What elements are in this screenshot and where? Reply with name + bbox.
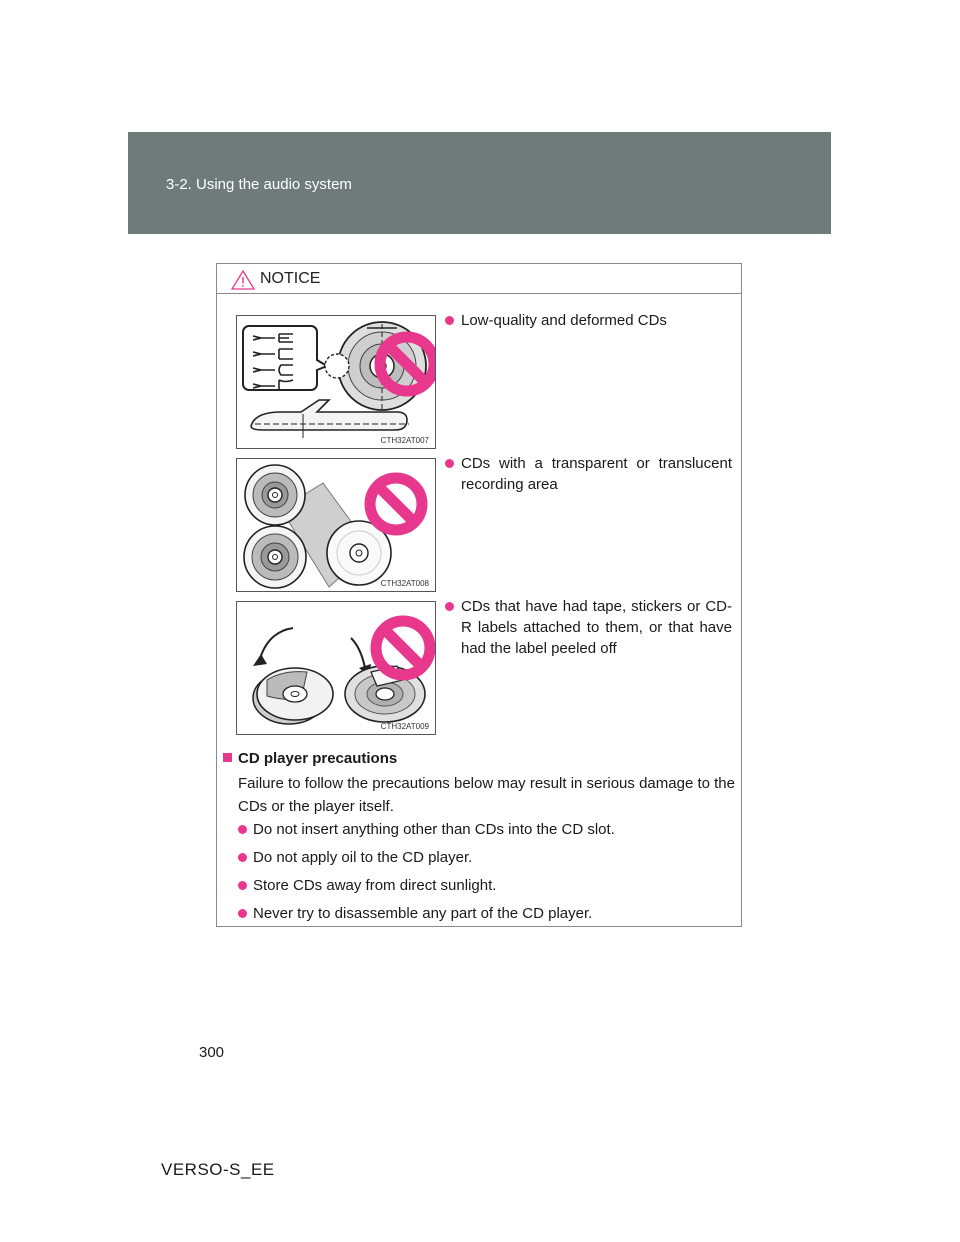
bullet-dot-icon bbox=[238, 825, 247, 834]
section-header-bar bbox=[128, 132, 831, 234]
bullet-dot-icon bbox=[445, 459, 454, 468]
notice-header bbox=[217, 264, 741, 294]
list-item-text: Do not insert anything other than CDs into the CD slot. bbox=[253, 821, 615, 838]
figure-transparent-cd bbox=[236, 458, 436, 592]
list-item-text: Never try to disassemble any part of the CD player. bbox=[253, 905, 593, 922]
page-number: 300 bbox=[199, 1044, 225, 1061]
transparent-cd-illustration bbox=[237, 459, 435, 591]
figure-deformed-cd bbox=[236, 315, 436, 449]
figure-labelled-cd bbox=[236, 601, 436, 735]
warning-triangle-icon bbox=[231, 270, 255, 290]
section-heading-text: CD player precautions bbox=[238, 750, 398, 767]
precaution-paragraph: Failure to follow the precautions below may result in serious damage to the CDs or the player itself. bbox=[238, 775, 735, 815]
section-heading bbox=[223, 750, 397, 767]
bullet-item-deformed bbox=[444, 310, 732, 331]
list-item bbox=[238, 820, 615, 840]
square-bullet-icon bbox=[223, 753, 232, 762]
bullet-text: CDs with a transparent or translucent recording area bbox=[461, 455, 732, 493]
notice-title: NOTICE bbox=[260, 270, 321, 287]
document-code: VERSO-S_EE bbox=[161, 1160, 275, 1179]
list-item-text: Store CDs away from direct sunlight. bbox=[253, 877, 497, 894]
bullet-dot-icon bbox=[238, 881, 247, 890]
list-item bbox=[238, 904, 592, 924]
bullet-text: CDs that have had tape, stickers or CD-R labels attached to them, or that have had the label peeled off bbox=[461, 598, 732, 657]
list-item-text: Do not apply oil to the CD player. bbox=[253, 849, 473, 866]
list-item bbox=[238, 848, 472, 868]
list-item bbox=[238, 876, 496, 896]
bullet-dot-icon bbox=[238, 853, 247, 862]
figure-code: CTH32AT009 bbox=[380, 722, 429, 731]
bullet-dot-icon bbox=[445, 316, 454, 325]
bullet-dot-icon bbox=[445, 602, 454, 611]
figure-code: CTH32AT008 bbox=[380, 579, 429, 588]
figure-code: CTH32AT007 bbox=[380, 436, 429, 445]
labelled-cd-illustration bbox=[237, 602, 435, 734]
bullet-text: Low-quality and deformed CDs bbox=[461, 312, 667, 329]
section-title: 3-2. Using the audio system bbox=[166, 176, 352, 193]
bullet-item-labelled bbox=[444, 596, 732, 659]
deformed-cd-illustration bbox=[237, 316, 435, 448]
bullet-dot-icon bbox=[238, 909, 247, 918]
bullet-item-transparent bbox=[444, 453, 732, 495]
notice-box bbox=[216, 263, 742, 927]
